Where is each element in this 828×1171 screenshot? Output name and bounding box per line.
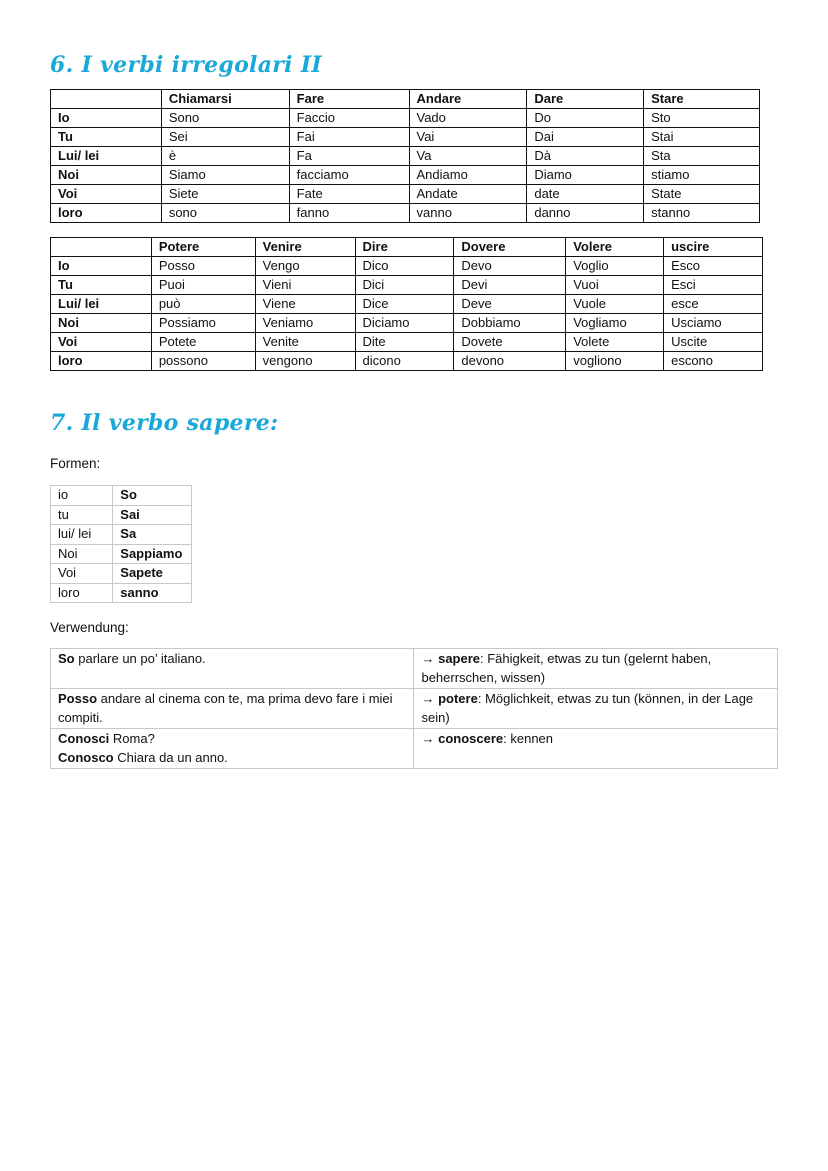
table-cell: Diciamo — [355, 314, 454, 333]
pronoun-cell: Voi — [51, 333, 152, 352]
table-cell: Esci — [664, 276, 763, 295]
table-cell: Uscite — [664, 333, 763, 352]
table-cell: vanno — [409, 204, 527, 223]
pronoun-cell: Lui/ lei — [51, 295, 152, 314]
explanation-cell — [414, 649, 778, 689]
table-cell: Va — [409, 147, 527, 166]
header-cell: Venire — [255, 238, 355, 257]
table-cell: è — [161, 147, 289, 166]
table-cell: Fate — [289, 185, 409, 204]
table-cell: Devo — [454, 257, 566, 276]
table-cell: Diamo — [527, 166, 644, 185]
table-row — [51, 564, 192, 584]
verb-highlight: potere — [438, 691, 478, 706]
example-cell — [51, 649, 414, 689]
explanation-text: : kennen — [503, 731, 554, 746]
table-cell: Sto — [644, 109, 760, 128]
header-cell: Chiamarsi — [161, 90, 289, 109]
section6-title: 6. I verbi irregolari II — [50, 52, 322, 78]
table-cell: può — [151, 295, 255, 314]
pronoun-cell: loro — [51, 583, 113, 603]
pronoun-cell: loro — [51, 204, 162, 223]
header-cell: Potere — [151, 238, 255, 257]
table-cell: sono — [161, 204, 289, 223]
table-cell: vengono — [255, 352, 355, 371]
arrow-icon: → — [421, 731, 439, 746]
table-row — [51, 295, 763, 314]
verb-highlight: So — [58, 651, 75, 666]
table-cell: Vogliamo — [566, 314, 664, 333]
table-cell: danno — [527, 204, 644, 223]
table-cell: Dobbiamo — [454, 314, 566, 333]
pronoun-cell: Noi — [51, 166, 162, 185]
forms-label: Formen: — [50, 456, 101, 471]
table-row — [51, 729, 778, 769]
header-cell: uscire — [664, 238, 763, 257]
header-cell: Fare — [289, 90, 409, 109]
table-row — [51, 185, 760, 204]
table-row — [51, 333, 763, 352]
table-cell: Vai — [409, 128, 527, 147]
table-cell: Dico — [355, 257, 454, 276]
pronoun-cell: Voi — [51, 185, 162, 204]
table-cell: Vuoi — [566, 276, 664, 295]
pronoun-cell: lui/ lei — [51, 525, 113, 545]
form-cell: Sai — [113, 505, 192, 525]
table-cell: vogliono — [566, 352, 664, 371]
table-cell: fanno — [289, 204, 409, 223]
table-row — [51, 649, 778, 689]
table-cell: Stai — [644, 128, 760, 147]
arrow-icon: → — [421, 651, 439, 666]
table-cell: Possiamo — [151, 314, 255, 333]
explanation-cell — [414, 729, 778, 769]
table-cell: Vuole — [566, 295, 664, 314]
table-cell: Devi — [454, 276, 566, 295]
sapere-forms-table — [50, 485, 192, 603]
table-cell: Do — [527, 109, 644, 128]
table-cell: Andiamo — [409, 166, 527, 185]
form-cell: So — [113, 486, 192, 506]
table-row — [51, 525, 192, 545]
table-cell: Posso — [151, 257, 255, 276]
table-cell: facciamo — [289, 166, 409, 185]
form-cell: Sa — [113, 525, 192, 545]
form-cell: Sapete — [113, 564, 192, 584]
verb-highlight: conoscere — [438, 731, 504, 746]
table-cell: Potete — [151, 333, 255, 352]
table-cell: stiamo — [644, 166, 760, 185]
table-cell: possono — [151, 352, 255, 371]
table-cell: Faccio — [289, 109, 409, 128]
example-text: Chiara da un anno. — [113, 749, 228, 765]
table-cell: Fa — [289, 147, 409, 166]
table-cell: escono — [664, 352, 763, 371]
pronoun-cell: Tu — [51, 128, 162, 147]
irregular-verbs-table-1 — [50, 89, 760, 223]
example-text: Roma? — [109, 731, 155, 746]
table-row — [51, 109, 760, 128]
table-cell: Sta — [644, 147, 760, 166]
verb-highlight: Conosci — [58, 731, 110, 746]
pronoun-cell: Noi — [51, 314, 152, 333]
usage-table — [50, 648, 778, 769]
section7-title: 7. Il verbo sapere: — [50, 410, 279, 436]
table-cell: devono — [454, 352, 566, 371]
pronoun-cell: Tu — [51, 276, 152, 295]
header-cell: Dovere — [454, 238, 566, 257]
table-cell: Dà — [527, 147, 644, 166]
header-cell: Dare — [527, 90, 644, 109]
table-cell: Vengo — [255, 257, 355, 276]
usage-label: Verwendung: — [50, 620, 129, 635]
explanation-text: : Möglichkeit, etwas zu tun (können, in der Lage sein) — [421, 691, 754, 725]
table-cell: esce — [664, 295, 763, 314]
pronoun-cell: Noi — [51, 544, 113, 564]
table-cell: Deve — [454, 295, 566, 314]
table-row — [51, 544, 192, 564]
table-cell: State — [644, 185, 760, 204]
table-cell: dicono — [355, 352, 454, 371]
table-row — [51, 166, 760, 185]
table-cell: Puoi — [151, 276, 255, 295]
table-row — [51, 505, 192, 525]
header-cell — [51, 90, 162, 109]
pronoun-cell: io — [51, 486, 113, 506]
table-cell: Dite — [355, 333, 454, 352]
table-cell: Siamo — [161, 166, 289, 185]
pronoun-cell: tu — [51, 505, 113, 525]
table-cell: Sei — [161, 128, 289, 147]
example-text: parlare un po’ italiano. — [74, 651, 206, 666]
table-row — [51, 583, 192, 603]
example-cell — [51, 729, 414, 769]
example-text: andare al cinema con te, ma prima devo fare i miei compiti. — [58, 691, 393, 725]
table-cell: Dici — [355, 276, 454, 295]
table-cell: Veniamo — [255, 314, 355, 333]
table-cell: Volete — [566, 333, 664, 352]
form-cell: sanno — [113, 583, 192, 603]
header-cell: Stare — [644, 90, 760, 109]
table-row — [51, 352, 763, 371]
table-cell: Voglio — [566, 257, 664, 276]
table-cell: Dovete — [454, 333, 566, 352]
table-row — [51, 486, 192, 506]
table-row — [51, 257, 763, 276]
table-row — [51, 128, 760, 147]
table-row — [51, 204, 760, 223]
irregular-verbs-table-2 — [50, 237, 763, 371]
form-cell: Sappiamo — [113, 544, 192, 564]
arrow-icon: → — [421, 691, 439, 706]
table-cell: Esco — [664, 257, 763, 276]
table-row — [51, 147, 760, 166]
table-cell: date — [527, 185, 644, 204]
table-cell: Dai — [527, 128, 644, 147]
table-cell: Fai — [289, 128, 409, 147]
header-cell: Andare — [409, 90, 527, 109]
explanation-cell — [414, 689, 778, 729]
table-cell: Viene — [255, 295, 355, 314]
verb-highlight: Conosco — [58, 749, 114, 765]
pronoun-cell: Io — [51, 109, 162, 128]
pronoun-cell: Io — [51, 257, 152, 276]
explanation-text: : Fähigkeit, etwas zu tun (gelernt haben, beherrschen, wissen) — [421, 651, 712, 685]
table-header-row — [51, 238, 763, 257]
pronoun-cell: loro — [51, 352, 152, 371]
table-cell: Dice — [355, 295, 454, 314]
example-cell — [51, 689, 414, 729]
table-cell: Andate — [409, 185, 527, 204]
table-cell: Sono — [161, 109, 289, 128]
verb-highlight: sapere — [438, 651, 481, 666]
header-cell: Dire — [355, 238, 454, 257]
table-cell: Vieni — [255, 276, 355, 295]
header-cell: Volere — [566, 238, 664, 257]
table-cell: Usciamo — [664, 314, 763, 333]
table-header-row — [51, 90, 760, 109]
verb-highlight: Posso — [58, 691, 98, 706]
table-row — [51, 276, 763, 295]
table-cell: stanno — [644, 204, 760, 223]
table-cell: Siete — [161, 185, 289, 204]
header-cell — [51, 238, 152, 257]
table-cell: Venite — [255, 333, 355, 352]
pronoun-cell: Voi — [51, 564, 113, 584]
table-row — [51, 689, 778, 729]
table-row — [51, 314, 763, 333]
pronoun-cell: Lui/ lei — [51, 147, 162, 166]
table-cell: Vado — [409, 109, 527, 128]
